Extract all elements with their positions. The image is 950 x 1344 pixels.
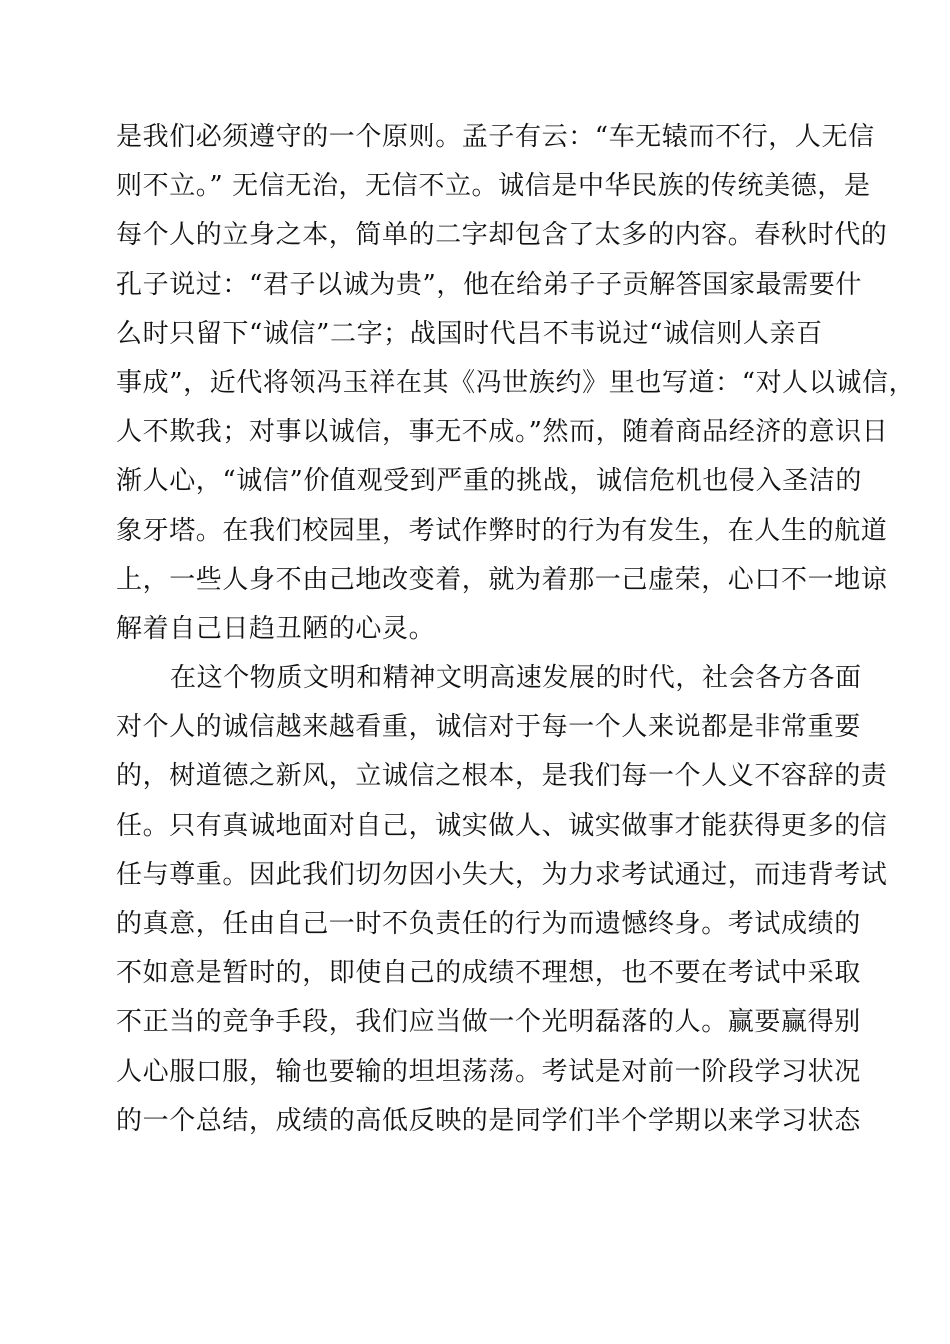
text-line: 解着自己日趋丑陋的心灵。: [116, 613, 436, 644]
text-line: 不如意是暂时的，即使自己的成绩不理想，也不要在考试中采取: [116, 958, 861, 989]
text-line: 象牙塔。在我们校园里，考试作弊时的行为有发生，在人生的航道: [116, 515, 888, 546]
text-line: 任与尊重。因此我们切勿因小失大，为力求考试通过，而违背考试: [116, 859, 888, 890]
paragraph-2: [116, 654, 888, 1146]
text-line: 人心服口服，输也要输的坦坦荡荡。考试是对前一阶段学习状况: [116, 1056, 861, 1087]
text-line: 孔子说过：“君子以诚为贵”，他在给弟子子贡解答国家最需要什: [116, 269, 862, 300]
text-line: 人不欺我；对事以诚信，事无不成。”然而，随着商品经济的意识日: [116, 417, 889, 448]
text-line: 么时只留下“诚信”二字；战国时代吕不韦说过“诚信则人亲百: [116, 318, 823, 349]
text-line: 是我们必须遵守的一个原则。孟子有云：“车无辕而不行，人无信: [116, 122, 875, 152]
text-line: 不正当的竞争手段，我们应当做一个光明磊落的人。赢要赢得别: [116, 1007, 861, 1038]
text-line: 上，一些人身不由己地改变着，就为着那一己虚荣，心口不一地谅: [116, 564, 888, 595]
text-line: 的一个总结，成绩的高低反映的是同学们半个学期以来学习状态: [116, 1105, 861, 1136]
text-line: 的，树道德之新风，立诚信之根本，是我们每一个人义不容辞的责: [116, 761, 888, 792]
text-line: 的真意，任由自己一时不负责任的行为而遗憾终身。考试成绩的: [116, 909, 861, 939]
text-line: 在这个物质文明和精神文明高速发展的时代，社会各方各面: [170, 663, 862, 694]
paragraph-1: [116, 113, 916, 654]
text-line: 事成”，近代将领冯玉祥在其《冯世族约》里也写道：“对人以诚信，: [116, 367, 916, 398]
text-line: 渐人心，“诚信”价值观受到严重的挑战，诚信危机也侵入圣洁的: [116, 466, 862, 497]
document-body: [116, 113, 916, 1146]
text-line: 则不立。” 无信无治，无信不立。诚信是中华民族的传统美德，是: [116, 171, 871, 202]
text-line: 任。只有真诚地面对自己，诚实做人、诚实做事才能获得更多的信: [116, 810, 888, 841]
text-line: 对个人的诚信越来越看重，诚信对于每一个人来说都是非常重要: [116, 712, 861, 743]
text-line: 每个人的立身之本，简单的二字却包含了太多的内容。春秋时代的: [116, 220, 888, 251]
